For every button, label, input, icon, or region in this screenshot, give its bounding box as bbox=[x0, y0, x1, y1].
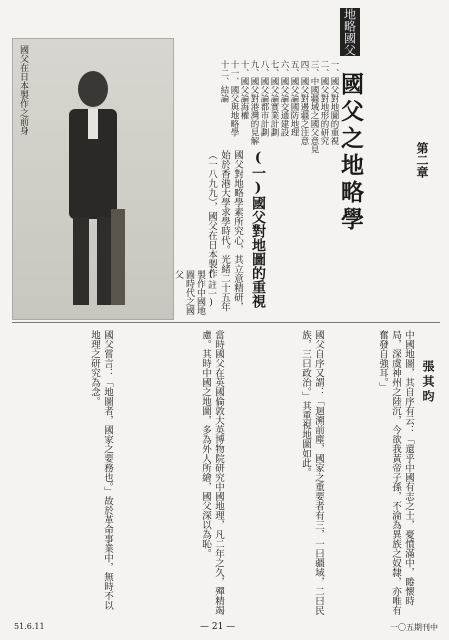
toc-item: 六、國父論交通建設 bbox=[279, 60, 289, 137]
chapter-box: 地略國父 bbox=[340, 8, 360, 56]
page-title: 國父之地略學 bbox=[337, 72, 364, 234]
body-paragraph: 國父嘗言：「地圖者，國家之要務也。」故於革命事業中，無時不以地理之研究為念。 bbox=[89, 330, 113, 611]
portrait-photo bbox=[12, 38, 174, 320]
section-heading: (一)國父對地圖的重視 bbox=[250, 150, 266, 308]
footer-journal: 一〇五期刊中 bbox=[390, 623, 438, 632]
toc-item: 九、國父對港灣的見解 bbox=[249, 60, 259, 145]
toc-item: 十二、結論 bbox=[219, 60, 229, 103]
portrait-figure bbox=[53, 59, 133, 309]
toc-item: 五、國父論國防地理 bbox=[289, 60, 299, 137]
toc-item: 二、國父對地形的研究 bbox=[319, 60, 329, 145]
toc-item: 三、中國疆域之國父意見 bbox=[309, 60, 319, 154]
toc-item: 七、國父論實業計劃 bbox=[269, 60, 279, 137]
body-paragraph: 當時國父在英國倫敦大英博物院研究中國地理，凡二年之久，殫精竭慮。其時中國之地圖，多為外人所繪，國父深以為恥。 bbox=[200, 330, 224, 615]
footer-date: 51.6.11 bbox=[14, 622, 45, 631]
toc-item: 十、國父論海權 bbox=[239, 60, 249, 120]
horizontal-divider bbox=[12, 322, 440, 323]
chapter-label: 第二章 bbox=[415, 142, 429, 178]
photo-note: (註一) 製作中國地圖時代之國父 bbox=[173, 270, 216, 315]
toc-item: 一、國父對地圖的重視 bbox=[329, 60, 339, 145]
toc-item: 八、國父論都市計劃 bbox=[259, 60, 269, 137]
toc-item: 四、國父對邊疆之注意 bbox=[299, 60, 309, 145]
toc-item: 十一、國父與地略學 bbox=[229, 60, 239, 137]
photo-caption: 國父在日本製作之前身 bbox=[18, 45, 28, 135]
body-paragraph: 中國地圖，其自序有云：「還乎中國有志之士，憂憤滿中，睠懷時局，深虞神州之陸沉，今欲我黃帝子孫，不淪為異族之奴隸，亦唯有奮發自強耳。」 bbox=[377, 330, 414, 615]
author-name: 張其昀 bbox=[421, 360, 435, 405]
intro-text: 國父對地略學素所究心，其立意精研，始於香港大學求學時代。光緒二十五年（一八九九），國父在日本製作 bbox=[206, 150, 243, 312]
body-paragraph: 國父自序又謂：「迴溯前塵，國家之重要者有三，一曰疆域，二曰民族，三曰政治。」其重視地圖如此。 bbox=[300, 330, 324, 615]
page-number: — 21 — bbox=[200, 622, 236, 632]
